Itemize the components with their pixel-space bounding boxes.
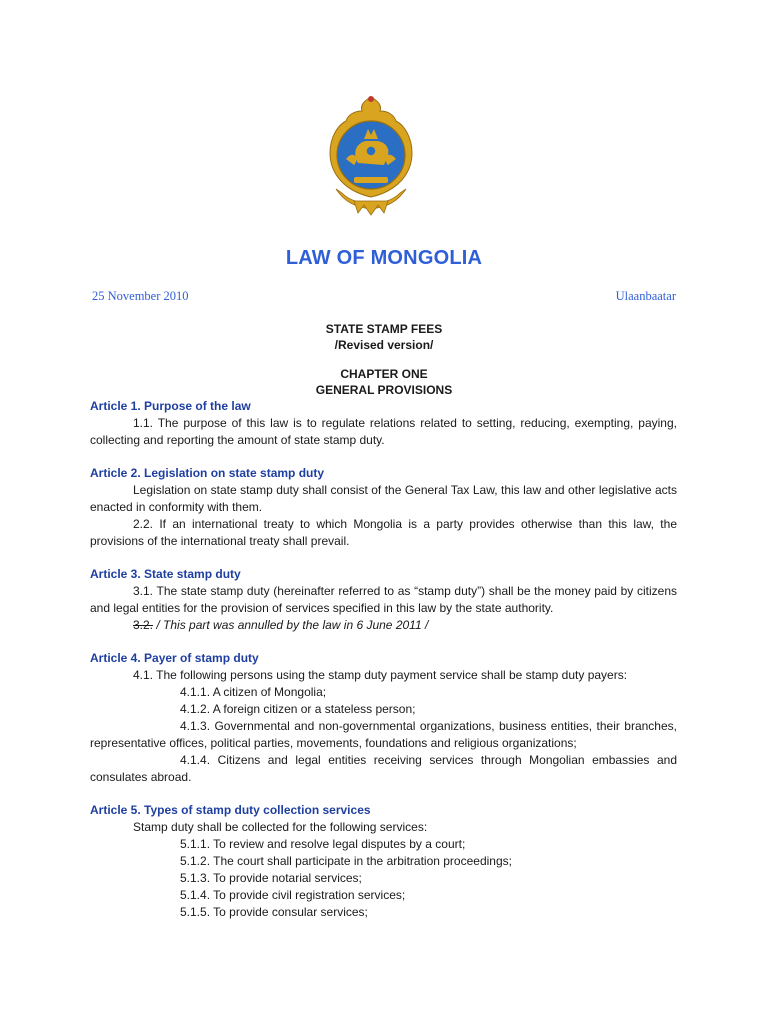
list-item: 5.1.2. The court shall participate in the arbitration proceedings; [180, 854, 512, 868]
chapter-number: CHAPTER ONE [340, 367, 428, 381]
chapter-title: GENERAL PROVISIONS [315, 383, 453, 397]
annulled-number: 3.2. [133, 618, 154, 632]
article-paragraph: 3.1. The state stamp duty (hereinafter referred to as “stamp duty”) shall be the money paid by citizens and legal entities for the provision of services specified in this law by the state authority. [90, 584, 677, 615]
list-item: 5.1.1. To review and resolve legal disputes by a court; [180, 837, 466, 851]
list-item: 4.1.4. Citizens and legal entities receiving services through Mongolian embassies and consulates abroad. [90, 753, 677, 784]
list-item: 4.1.1. A citizen of Mongolia; [180, 685, 327, 699]
article-heading: Article 2. Legislation on state stamp duty [90, 466, 325, 480]
law-version: /Revised version/ [334, 338, 434, 352]
article-paragraph: 2.2. If an international treaty to which Mongolia is a party provides otherwise than this law, the provisions of the international treaty shall prevail. [90, 517, 677, 548]
list-item: 5.1.4. To provide civil registration services; [180, 888, 406, 902]
annulled-note: / This part was annulled by the law in 6 June 2011 / [153, 618, 429, 632]
article-heading: Article 1. Purpose of the law [90, 399, 251, 413]
law-date: 25 November 2010 [92, 289, 189, 303]
state-emblem-icon [324, 93, 418, 217]
article-paragraph: 1.1. The purpose of this law is to regulate relations related to setting, reducing, exempting, paying, collecting and reporting the amount of state stamp duty. [90, 416, 677, 447]
article-heading: Article 5. Types of stamp duty collection services [90, 803, 371, 817]
annulled-paragraph [90, 617, 677, 634]
article-heading: Article 4. Payer of stamp duty [90, 651, 259, 665]
article-heading: Article 3. State stamp duty [90, 567, 241, 581]
article-paragraph: Stamp duty shall be collected for the following services: [133, 820, 428, 834]
list-item: 5.1.5. To provide consular services; [180, 905, 368, 919]
document-body [90, 398, 677, 921]
list-item: 4.1.2. A foreign citizen or a stateless person; [180, 702, 416, 716]
dateline [92, 289, 676, 307]
list-item: 4.1.3. Governmental and non-governmental organizations, business entities, their branches, representative offices, political parties, movements, foundations and religious organizations; [90, 719, 677, 750]
page-title: LAW OF MONGOLIA [285, 247, 483, 269]
article-paragraph: Legislation on state stamp duty shall consist of the General Tax Law, this law and other legislative acts enacted in conformity with them. [90, 483, 677, 514]
list-item: 5.1.3. To provide notarial services; [180, 871, 362, 885]
article-paragraph: 4.1. The following persons using the stamp duty payment service shall be stamp duty payers: [133, 668, 628, 682]
law-place: Ulaanbaatar [615, 289, 676, 303]
law-name: STATE STAMP FEES [325, 322, 443, 336]
